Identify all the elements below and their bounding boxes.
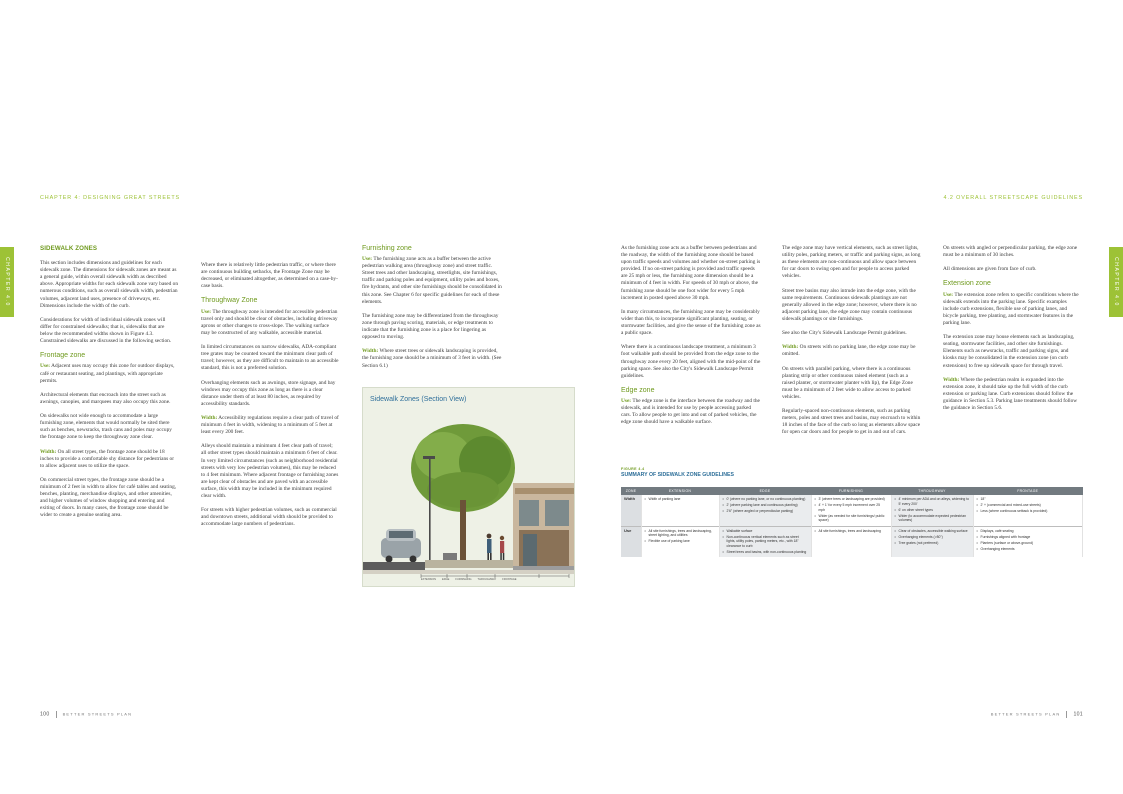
table-cell-item: • All site furnishings, trees and landscaping (815, 529, 888, 533)
paragraph: Where there is relatively little pedestrian traffic, or where there are continuous building setbacks, the Frontage Zone may be decreased, or eliminated altogether, as determined on a case-by-case basis. (201, 262, 338, 290)
paragraph-text: The edge zone is the interface between the roadway and the sidewalk, and is intended for use by people accessing parked cars. To allow people to get into and out of parked vehicles, the edge zone should have a walkable surface. (621, 397, 760, 426)
column-header: FURNISHING (811, 487, 891, 495)
zone-label: EXTENSION (421, 578, 436, 581)
paragraph (201, 309, 339, 337)
subsection-heading: Furnishing zone (362, 245, 412, 252)
table-cell-item: • 0' (where no parking lane, or no continuous planting) (723, 497, 808, 501)
paragraph (782, 344, 922, 358)
chapter-tab-left (0, 247, 14, 317)
use-label: Use: (621, 397, 632, 404)
paragraph (40, 363, 178, 384)
paragraph (943, 292, 1083, 327)
table-title: SUMMARY OF SIDEWALK ZONE GUIDELINES (621, 472, 734, 478)
paragraph: In limited circumstances on narrow sidewalks, ADA-compliant tree grates may be counted toward the minimum clear path of travel; however, as they are difficult to maintain to an accessible standard, this is not a preferred solution. (201, 344, 339, 372)
paragraph (362, 348, 502, 369)
footer-divider (56, 711, 57, 718)
chapter-tab-label: CHAPTER 4.0 (1113, 257, 1119, 307)
paragraph-text: Adjacent uses may occupy this zone for outdoor displays, café or restaurant seating, and plantings, with appropriate permits. (40, 363, 175, 384)
footer-right (991, 711, 1083, 718)
table-cell-item: • Less (where continuous setback is provided) (977, 509, 1080, 513)
table-cell (719, 526, 811, 557)
sidewalk-zone-table (621, 487, 1083, 557)
table-cell-item: • 6' on other street types (895, 508, 970, 512)
table-cell-item: • Street trees and basins, with non-continuous planting (723, 550, 808, 554)
paragraph: On streets with angled or perpendicular parking, the edge zone must be a minimum of 30 inches. (943, 245, 1078, 259)
text-column-4 (621, 245, 761, 433)
paragraph-text: Accessibility regulations require a clear path of travel of minimum 4 feet in width, widening to a minimum of 5 feet at least every 200 feet. (201, 414, 339, 436)
text-column-1 (40, 245, 178, 527)
page-number: 100 (40, 711, 50, 718)
figure-title: Sidewalk Zones (Section View) (370, 396, 467, 403)
footer-title: BETTER STREETS PLAN (62, 711, 133, 717)
section-heading: SIDEWALK ZONES (40, 245, 98, 252)
use-label: Use: (362, 256, 373, 263)
paragraph-text: The throughway zone is intended for accessible pedestrian travel only and should be clear of obstacles, including driveway aprons or other changes to cross-slope. The walking surface may be constructed of any walkable, accessible material. (201, 308, 338, 336)
paragraph: As the furnishing zone acts as a buffer between pedestrians and the roadway, the width of the furnishing zone should be based upon traffic speeds and volumes and whether on-street parking is provided. If no on-street parking is provided and traffic speeds are 25 mph or less, the furnishing zone dimension should be a minimum of 4 feet in width. For speeds of 30 mph or above, the furnishing zone should be one foot wider for every 5 mph increment in posted speed above 30 mph. (621, 245, 761, 301)
paragraph: Architectural elements that encroach into the street such as awnings, canopies, and marquees may also occupy this zone. (40, 391, 171, 405)
table-cell-item: • Width of parking lane (645, 497, 716, 501)
zone-label: THROUGHWAY (477, 578, 497, 581)
sidewalk-section-figure (362, 387, 575, 587)
paragraph: On sidewalks not wide enough to accommodate a large furnishing zone, elements that would normally be sited there such as benches, newsracks, trash cans and poles may occupy the frontage zone to keep the throughway zone clear. (40, 413, 172, 441)
paragraph-text: On all street types, the frontage zone should be 18 inches to provide a comfortable shy distance for pedestrians or to allow adjacent uses to utilize the space. (40, 448, 174, 469)
table-cell-item: • Clear of obstacles, accessible walking surface (895, 529, 970, 533)
text-column-3 (362, 245, 502, 377)
width-label: Width: (40, 448, 57, 455)
row-header: Use (621, 526, 641, 557)
table-cell-item: • 3' (where trees or landscaping are provided) (815, 497, 888, 501)
width-label: Width: (782, 344, 799, 351)
table-cell-item: • 2' (where parking lane and continuous planting) (723, 503, 808, 507)
table-row (621, 495, 1083, 526)
table-cell (973, 495, 1083, 526)
paragraph-text: Where street trees or sidewalk landscaping is provided, the furnishing zone should be a minimum of 3 feet in width. (See Section 6.1) (362, 348, 502, 369)
table-cell-item: • Planters (surface or above-ground) (977, 541, 1080, 545)
table-row (621, 526, 1083, 557)
table-cell-item: • 2'6" (where angled or perpendicular parking) (723, 509, 808, 513)
sidewalk (425, 560, 513, 568)
column-header: ZONE (621, 487, 641, 495)
column-header: EXTENSION (641, 487, 719, 495)
use-label: Use: (943, 291, 954, 298)
use-label: Use: (201, 308, 212, 315)
subsection-heading: Extension zone (943, 280, 991, 288)
paragraph: Overhanging elements such as awnings, store signage, and bay windows may occupy this zone as long as there is a clear distance under them of at least 80 inches, as required by accessibility standards. (201, 379, 336, 407)
table-cell-item: • All site furnishings, trees and landscaping, street lighting, and utilities (645, 529, 716, 538)
table-cell-item: • 4' minimum per ADA and on alleys, widening to 5' every 200' (895, 497, 970, 506)
use-label: Use: (40, 363, 51, 370)
table-cell-item: • Overhanging elements (>80") (895, 535, 970, 539)
paragraph: For streets with higher pedestrian volumes, such as commercial and downtown streets, additional width should be provided to accommodate large numbers of pedestrians. (201, 507, 337, 528)
footer-left (40, 711, 132, 718)
paragraph (943, 377, 1083, 412)
paragraph: The extension zone may house elements such as landscaping, seating, stormwater facilities, and other site furnishings. Elements such as newsracks, traffic and parking signs, and kiosks may be consolidated in the extension zone (on curb extensions) to free up sidewalk space for through travel. (943, 334, 1075, 369)
width-label: Width: (943, 376, 960, 383)
paragraph-text: The furnishing zone acts as a buffer between the active pedestrian walking area (throughway zone) and street traffic. Street trees and other landscaping, streetlights, site furnishings, traffic and parking poles and equipment, utility poles and boxes, fire hydrants, and other site furnishings should be consolidated in this zone. See Chapter 6 for specific guidelines for each of these elements. (362, 256, 502, 305)
table-cell-item: • Tree grates (not preferred) (895, 541, 970, 545)
section-illustration (363, 388, 575, 587)
paragraph: On streets with parallel parking, where there is a continuous planting strip or other continuous raised element (such as a raised planter, or stormwater planter with lip), the Edge Zone must be a minimum of 2 feet wide to allow access to parked vehicles. (782, 365, 913, 400)
subsection-heading: Frontage zone (40, 352, 86, 360)
table-cell (811, 495, 891, 526)
zone-label: EDGE (442, 578, 450, 581)
zone-label: FURNISHING (455, 578, 472, 581)
paragraph-text: The extension zone refers to specific conditions where the sidewalk extends into the parking lane. Specific examples include curb extensions, flexible use of parking lanes, and bicycle parking, tree planting, and stormwater features in the parking lane. (943, 291, 1079, 326)
paragraph: Regularly-spaced non-continuous elements, such as parking meters, poles and street trees and basins, may encroach to within 18 inches of the face of the curb so long as elements allow space for open car doors and for people to get in and out of cars. (782, 408, 921, 436)
column-header: THROUGHWAY (891, 487, 973, 495)
table-cell (719, 495, 811, 526)
table-cell (973, 526, 1083, 557)
table-cell-item: • 4' + 1' for every 5 mph increment over 25 mph (815, 503, 888, 512)
paragraph: Street tree basins may also intrude into the edge zone, with the same requirements. Continuous sidewalk plantings are not generally allowed in the edge zone; however, where there is no adjacent parking lane, the edge zone may contain continuous sidewalk plantings or site furnishings. (782, 287, 917, 322)
footer-divider (1066, 711, 1067, 718)
running-head-left: CHAPTER 4: DESIGNING GREAT STREETS (40, 195, 181, 201)
table-cell-item: • Wider (as needed for site furnishings/ public space) (815, 514, 888, 523)
row-header: Width (621, 495, 641, 526)
text-column-6 (943, 245, 1083, 419)
paragraph: Considerations for width of individual sidewalk zones will differ for constrained sidewalks; that is, sidewalks that are below the recommended widths shown in Figure 4.3. Constrained sidewalks are discussed in the following section. (40, 316, 172, 345)
paragraph-text: Where the pedestrian realm is expanded into the extension zone, it should take up the full width of the curb extension or parking lane. Curb extensions should follow the guidance in Section 5.3. Parking lane treatments should follow the guidance in Section 5.6. (943, 376, 1078, 412)
figure-number: FIGURE 4.4 (621, 467, 645, 471)
paragraph: Where there is a continuous landscape treatment, a minimum 3 foot walkable path should be provided from the edge zone to the throughway zone every 20 feet, aligned with the mid-point of the parking space. See also the City's Sidewalk Landscape Permit guidelines. (621, 344, 761, 379)
paragraph (201, 415, 339, 436)
table-cell (641, 495, 719, 526)
paragraph: All dimensions are given from face of curb. (943, 266, 1037, 273)
table-cell-item: • Overhanging elements (977, 547, 1080, 551)
paragraph (362, 256, 502, 306)
paragraph (621, 398, 761, 426)
table-cell-item: • 2' + (commercial and mixed-use streets) (977, 503, 1080, 507)
table-cell (891, 495, 973, 526)
paragraph-text: On streets with no parking lane, the edge zone may be omitted. (782, 344, 916, 358)
roadway (363, 562, 425, 570)
paragraph: Alleys should maintain a minimum 4 feet clear path of travel; all other street types should maintain a minimum 6 feet of clear. In very limited circumstances (such as neighborhood residential streets with very low pedestrian volumes), this may be reduced to 4 feet minimum. Where adjacent frontage or furnishing zones are kept clear of obstacles and are paved with an accessible surface, this width may be included in the minimum required clear width. (201, 443, 339, 499)
table-cell (891, 526, 973, 557)
paragraph: This section includes dimensions and guidelines for each sidewalk zone. The dimensions for sidewalk zones are meant as a general guide, within overall sidewalk width as described above. Appropriate widths for each sidewalk zone vary based on numerous conditions, such as overall sidewalk width, pedestrian volumes, adjacent land uses, presence of driveways, etc. Dimensions include the width of the curb. (40, 260, 179, 309)
table-cell-item: • Wider (to accommodate expected pedestrian volumes) (895, 514, 970, 523)
paragraph: The edge zone may have vertical elements, such as street lights, utility poles, parking meters, or traffic and parking signs, as long as these elements are non-continuous and allow space between for car doors to swing open and for people to access parked vehicles. (782, 245, 921, 280)
table-cell (641, 526, 719, 557)
streetlight-pole (429, 458, 431, 562)
paragraph: In many circumstances, the furnishing zone may be considerably wider than this, to incorporate significant planting, seating, or stormwater facilities, and give the sense of the furnishing zone as a public space. (621, 308, 761, 337)
table-cell-item: • Flexible use of parking lane (645, 539, 716, 543)
chapter-tab-label: CHAPTER 4.0 (4, 257, 10, 307)
chapter-tab-right (1109, 247, 1123, 317)
paragraph: See also the City's Sidewalk Landscape Permit guidelines. (782, 330, 907, 337)
table-cell-item: • 18" (977, 497, 1080, 501)
tree-trunk (460, 500, 466, 560)
table-caption (621, 467, 734, 478)
table-cell-item: • Non-continuous vertical elements such as street lights, utility poles, parking meters, etc., with 18" clearance to curb (723, 535, 808, 548)
width-label: Width: (362, 348, 379, 355)
table-cell-item: • Walkable surface (723, 529, 808, 533)
paragraph (40, 449, 178, 470)
column-header: FRONTAGE (973, 487, 1083, 495)
width-label: Width: (201, 414, 218, 421)
text-column-5 (782, 245, 922, 444)
running-head-right: 4.2 OVERALL STREETSCAPE GUIDELINES (943, 195, 1083, 201)
zone-scale-labels (421, 578, 571, 581)
paragraph: On commercial street types, the frontage zone should be a minimum of 2 feet in width to allow for café tables and seating, benches, planting, merchandise displays, and other amenities, and higher volumes of window shopping and entering and exiting of doors. In many cases, the frontage zone should be wider to create a genuine seating area. (40, 476, 177, 519)
paragraph: The furnishing zone may be differentiated from the throughway zone through paving scoring, materials, or edge treatments to indicate that the furnishing zone is a place for lingering as opposed to moving. (362, 312, 499, 341)
table-cell-item: • Furnishings aligned with frontage (977, 535, 1080, 539)
page-number: 101 (1073, 711, 1083, 718)
pedestrian (487, 534, 492, 539)
footer-title: BETTER STREETS PLAN (990, 711, 1061, 717)
pedestrian (500, 536, 504, 540)
text-column-2 (201, 262, 339, 536)
table-header-row (621, 487, 1083, 495)
zone-label: FRONTAGE (502, 578, 517, 581)
table-cell-item: • Displays, café seating (977, 529, 1080, 533)
column-header: EDGE (719, 487, 811, 495)
subsection-heading: Throughway Zone (201, 297, 258, 305)
table-cell (811, 526, 891, 557)
subsection-heading: Edge zone (621, 386, 655, 394)
